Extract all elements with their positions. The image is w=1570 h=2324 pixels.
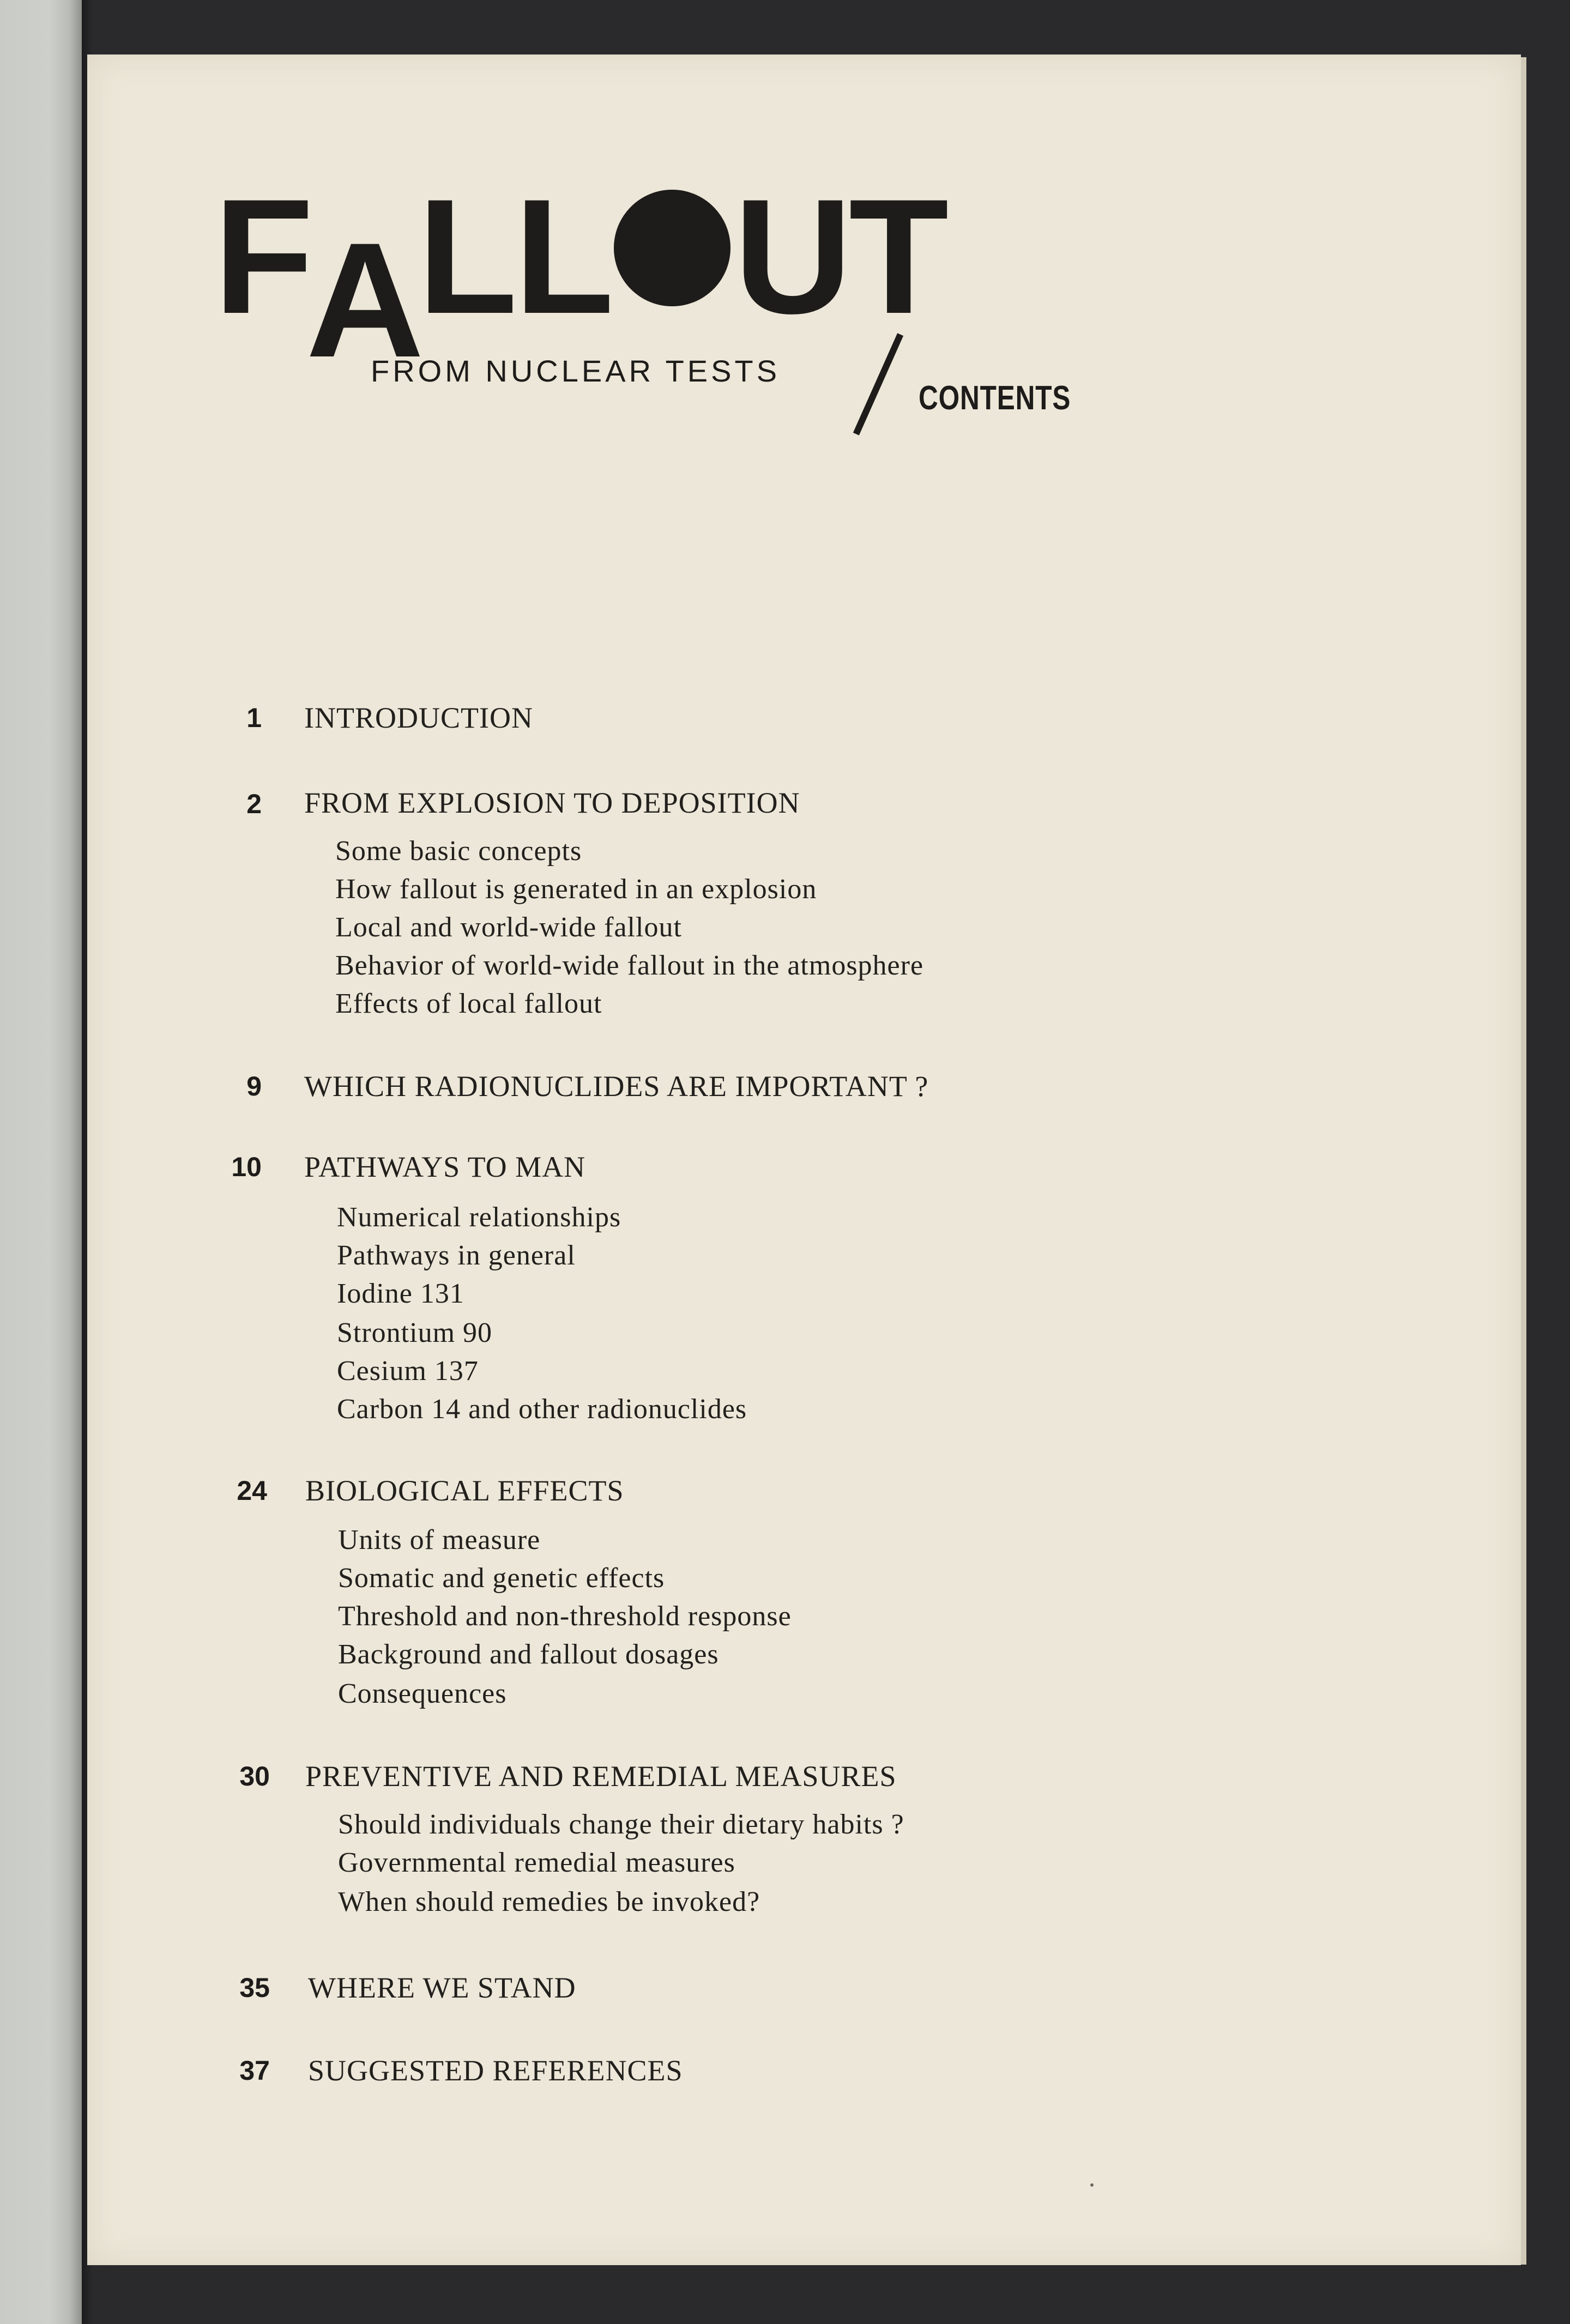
fallout-logo xyxy=(87,55,1521,417)
toc-subentry[interactable]: Local and world-wide fallout xyxy=(335,912,682,943)
page xyxy=(87,55,1521,2265)
toc-subentry[interactable]: Background and fallout dosages xyxy=(338,1639,719,1670)
toc-subentry[interactable]: Carbon 14 and other radionuclides xyxy=(337,1394,747,1425)
toc-page-number: 30 xyxy=(239,1761,270,1792)
logo-letters-ut: UT xyxy=(734,165,946,348)
logo-letter-a: A xyxy=(306,208,421,391)
toc-subentry[interactable]: Some basic concepts xyxy=(335,836,582,867)
toc-page-number: 1 xyxy=(246,703,262,733)
toc-heading[interactable]: INTRODUCTION xyxy=(304,701,533,734)
toc-subentry[interactable]: Should individuals change their dietary habits ? xyxy=(338,1809,904,1840)
toc-page-number: 35 xyxy=(239,1972,270,2003)
page-edge xyxy=(1521,57,1526,2265)
toc-subentry[interactable]: Governmental remedial measures xyxy=(338,1847,735,1878)
logo-letter-f: F xyxy=(214,165,311,348)
toc-page-number: 9 xyxy=(246,1071,262,1102)
toc-page-number: 24 xyxy=(237,1475,267,1506)
logo-letters-ll: LL xyxy=(417,165,611,348)
logo-o-disc xyxy=(614,190,730,306)
logo-subtitle: FROM NUCLEAR TESTS xyxy=(371,354,781,388)
toc-heading[interactable]: SUGGESTED REFERENCES xyxy=(308,2054,683,2087)
toc-heading[interactable]: PREVENTIVE AND REMEDIAL MEASURES xyxy=(305,1760,897,1793)
contents-heading: CONTENTS xyxy=(919,379,1071,417)
toc-subentry[interactable]: Threshold and non-threshold response xyxy=(338,1601,792,1632)
toc-subentry[interactable]: When should remedies be invoked? xyxy=(338,1886,760,1917)
toc-subentry[interactable]: Behavior of world-wide fallout in the atmosphere xyxy=(335,950,924,981)
paper-speck xyxy=(1090,2183,1094,2187)
toc-subentry[interactable]: Iodine 131 xyxy=(337,1278,464,1309)
toc-page-number: 37 xyxy=(239,2055,270,2086)
binding-strip xyxy=(0,0,82,2324)
toc-subentry[interactable]: How fallout is generated in an explosion xyxy=(335,874,817,905)
toc-page-number: 10 xyxy=(231,1152,262,1182)
toc-heading[interactable]: WHICH RADIONUCLIDES ARE IMPORTANT ? xyxy=(304,1070,929,1103)
logo-slash xyxy=(853,333,903,435)
toc-subentry[interactable]: Somatic and genetic effects xyxy=(338,1563,665,1594)
toc-subentry[interactable]: Consequences xyxy=(338,1678,507,1709)
toc-subentry[interactable]: Effects of local fallout xyxy=(335,988,602,1019)
toc-heading[interactable]: FROM EXPLOSION TO DEPOSITION xyxy=(304,786,800,819)
toc-heading[interactable]: BIOLOGICAL EFFECTS xyxy=(305,1474,624,1507)
toc-subentry[interactable]: Strontium 90 xyxy=(337,1317,493,1348)
toc-subentry[interactable]: Numerical relationships xyxy=(337,1202,621,1233)
toc-heading[interactable]: WHERE WE STAND xyxy=(308,1971,576,2004)
toc-subentry[interactable]: Pathways in general xyxy=(337,1240,576,1271)
toc-subentry[interactable]: Cesium 137 xyxy=(337,1355,479,1387)
toc-subentry[interactable]: Units of measure xyxy=(338,1524,541,1556)
toc-heading[interactable]: PATHWAYS TO MAN xyxy=(304,1151,586,1183)
toc-page-number: 2 xyxy=(246,789,262,819)
